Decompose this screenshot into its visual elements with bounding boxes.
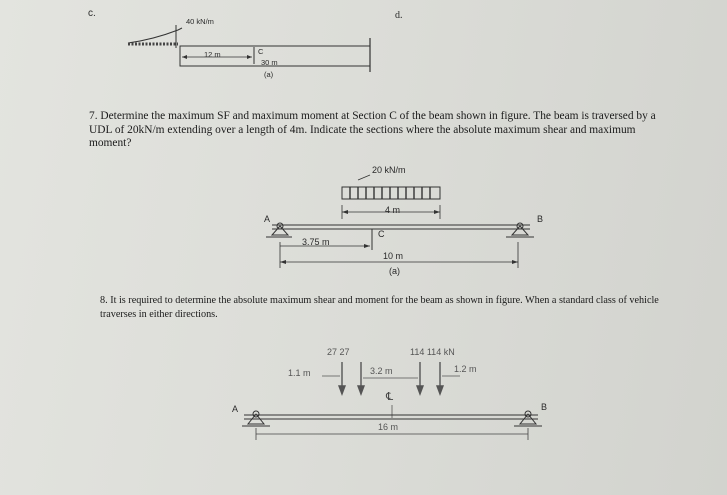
q7-support-a: A — [264, 214, 271, 224]
q8-centerline: ℄ — [386, 391, 394, 403]
q7-load-label: 20 kN/m — [372, 165, 406, 175]
question-8-text: 8. It is required to determine the absolute maximum shear and moment for the beam as shown in figure. When a standard class of vehicle traverses in either directions. — [100, 295, 659, 320]
q8-span: 16 m — [378, 422, 399, 432]
q7-point-c: C — [378, 229, 385, 239]
q7-dim-ac: 3.75 m — [302, 237, 330, 247]
top-caption: (a) — [264, 70, 274, 79]
q8-support-a: A — [232, 404, 239, 414]
q7-dim-total: 10 m — [383, 251, 404, 261]
question-7-text: 7. Determine the maximum SF and maximum moment at Section C of the beam shown in figure. The beam is traversed by a UDL of 20kN/m extending over a length of 4m. Indicate the sections where the absolute maximum shear and maximum moment? — [89, 110, 656, 149]
top-point-c: C — [258, 47, 264, 56]
q8-loads-left: 27 27 — [327, 347, 350, 357]
q7-caption: (a) — [389, 266, 400, 276]
q8-loads-right: 114 114 kN — [410, 347, 455, 357]
q7-load-length: 4 m — [385, 205, 401, 215]
q7-support-b: B — [537, 214, 544, 224]
fig-label-d: d. — [395, 10, 403, 21]
top-dim-left: 12 m — [204, 50, 221, 59]
q8-support-b: B — [541, 402, 548, 412]
q8-spacing-2: 3.2 m — [370, 366, 393, 376]
q8-spacing-1: 1.1 m — [288, 368, 311, 378]
q8-spacing-3: 1.2 m — [454, 364, 477, 374]
top-load-label: 40 kN/m — [186, 17, 214, 26]
top-dim-total: 30 m — [261, 58, 278, 67]
fig-label-c: c. — [88, 8, 96, 19]
